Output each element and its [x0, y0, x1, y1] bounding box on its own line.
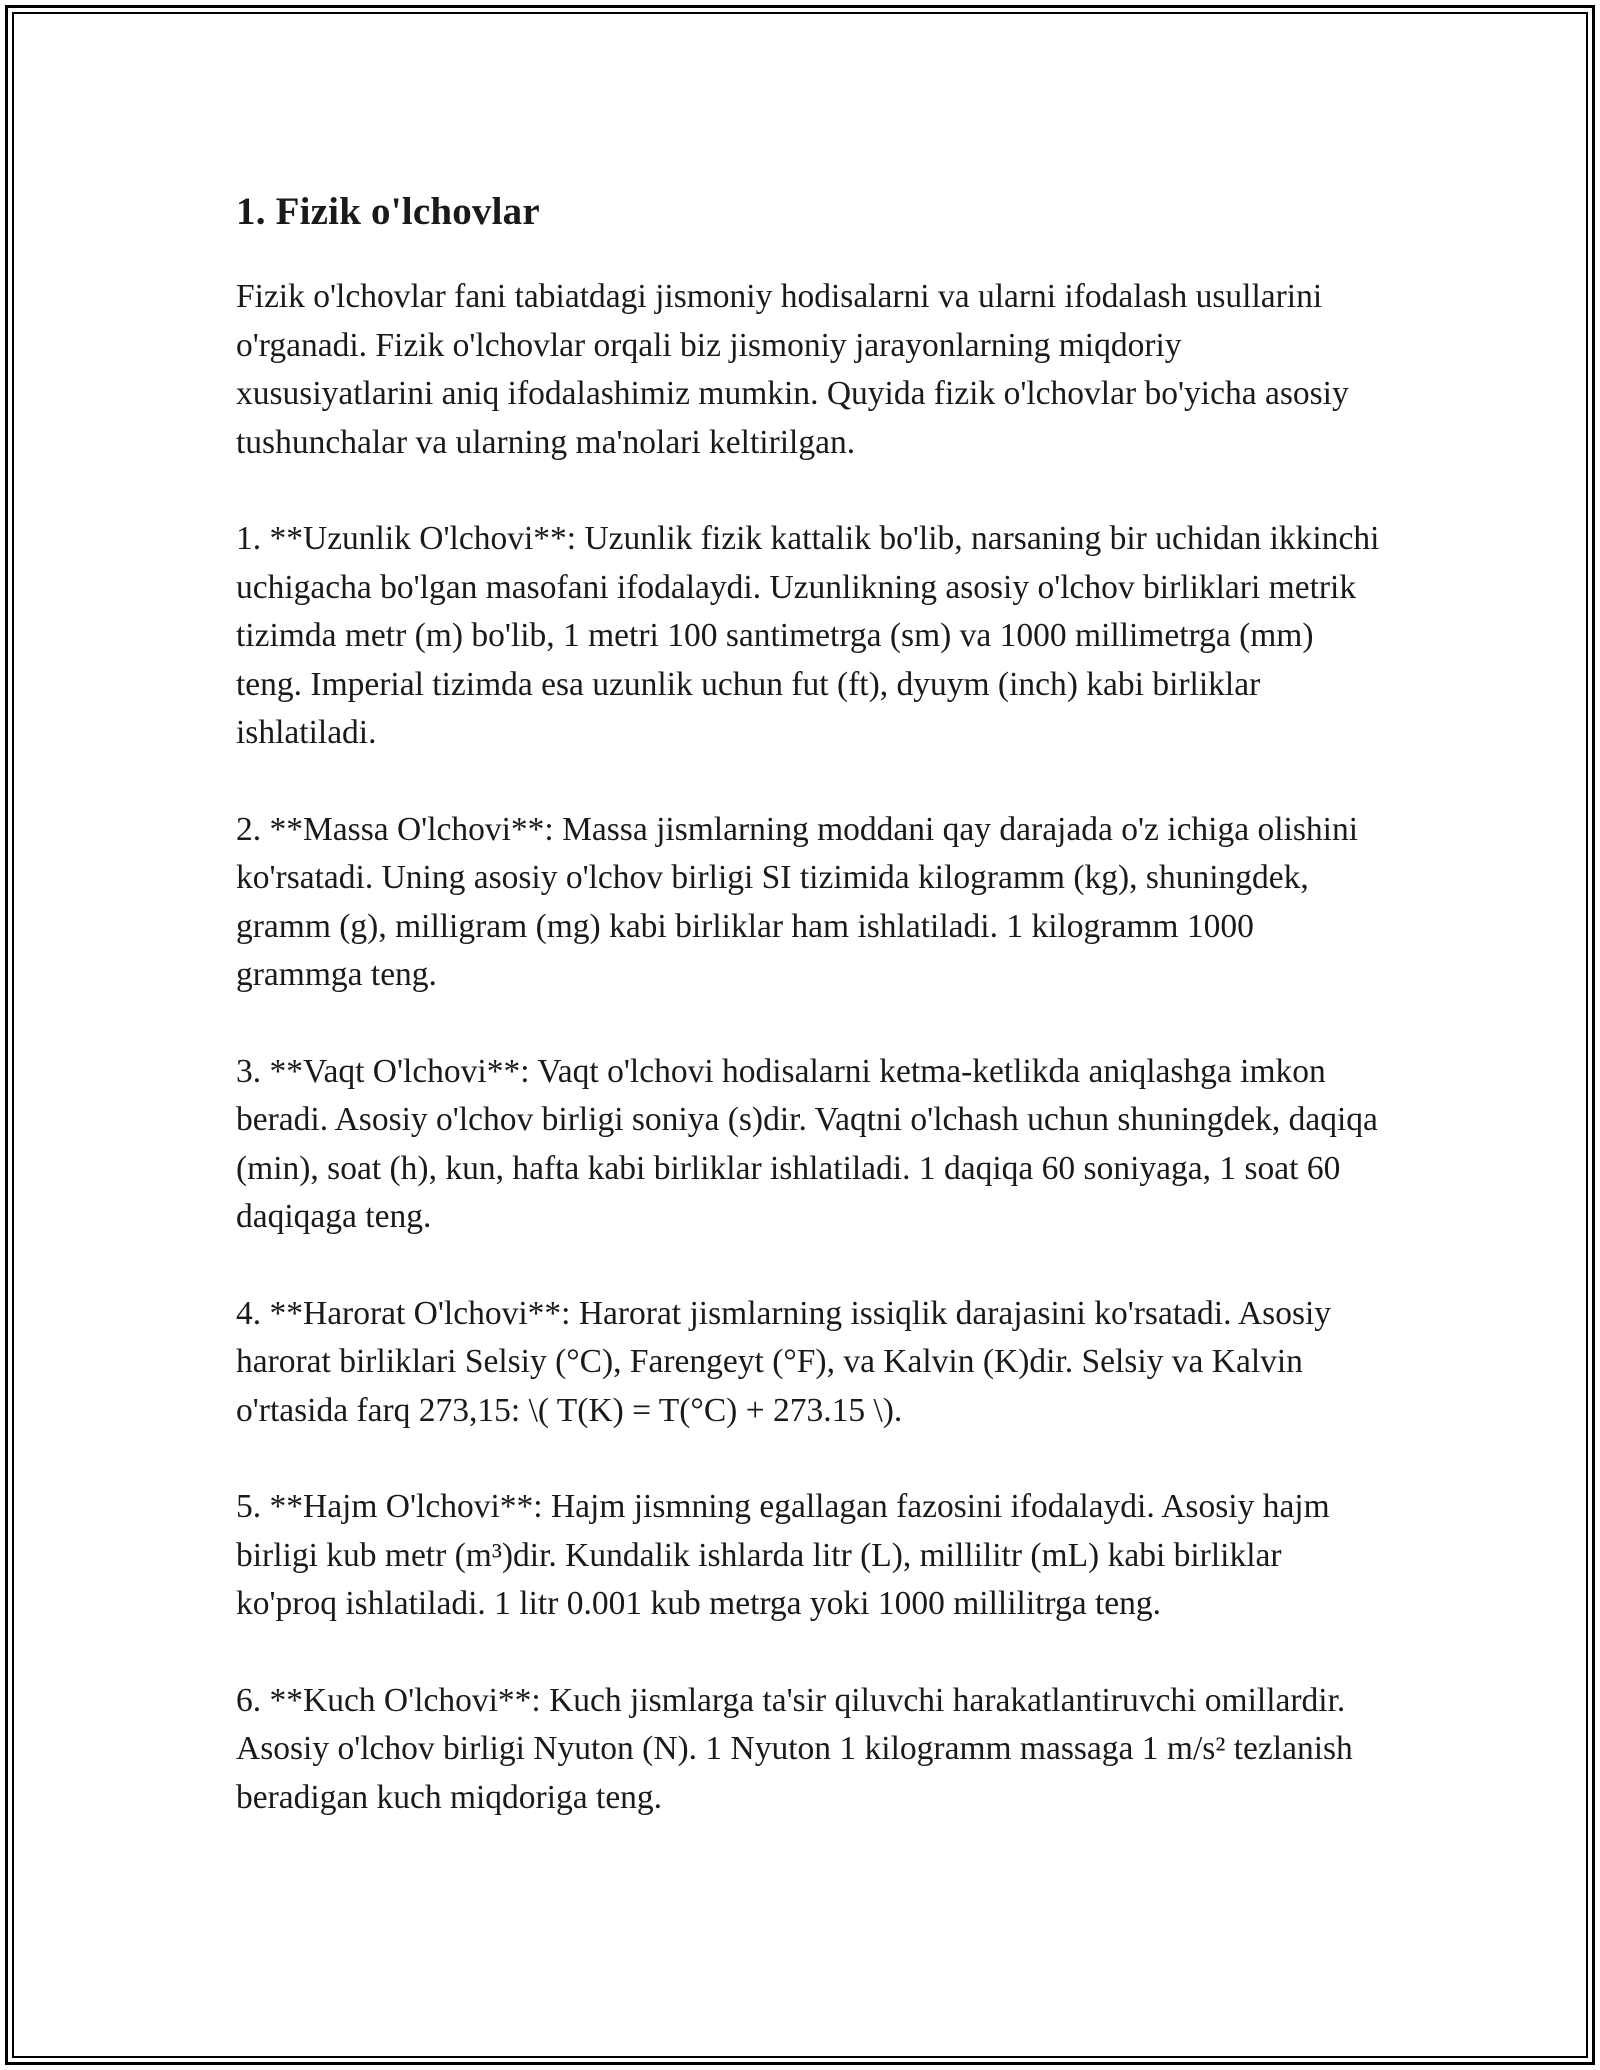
temperature-measurement-paragraph: 4. **Harorat O'lchovi**: Harorat jismlarning issiqlik darajasini ko'rsatadi. Asosiy harorat birliklari Selsiy (°C), Farengeyt (°F), va Kalvin (K)dir. Selsiy va Kalvin o'rtasida farq 273,15: \( T(K) = T(°C) + 273.15 \).	[236, 1294, 1332, 1429]
intro-paragraph: Fizik o'lchovlar fani tabiatdagi jismoniy hodisalarni va ularni ifodalash usullarini o'rganadi. Fizik o'lchovlar orqali biz jismoniy jarayonlarning miqdoriy xususiyatlarini aniq ifodalashimiz mumkin. Quyida fizik o'lchovlar bo'yicha asosiy tushunchalar va ularning ma'nolari keltirilgan.	[236, 278, 1349, 461]
document-body	[236, 186, 1386, 1870]
volume-measurement-paragraph: 5. **Hajm O'lchovi**: Hajm jismning egallagan fazosini ifodalaydi. Asosiy hajm birligi kub metr (m³)dir. Kundalik ishlarda litr (L), millilitr (mL) kabi birliklar ko'proq ishlatiladi. 1 litr 0.001 kub metrga yoki 1000 millilitrga teng.	[236, 1488, 1330, 1622]
force-measurement-paragraph: 6. **Kuch O'lchovi**: Kuch jismlarga ta'sir qiluvchi harakatlantiruvchi omillardir. Asosiy o'lchov birligi Nyuton (N). 1 Nyuton 1 kilogramm massaga 1 m/s² tezlanish beradigan kuch miqdoriga teng.	[236, 1681, 1353, 1816]
time-measurement-paragraph: 3. **Vaqt O'lchovi**: Vaqt o'lchovi hodisalarni ketma-ketlikda aniqlashga imkon beradi. Asosiy o'lchov birligi soniya (s)dir. Vaqtni o'lchash uchun shuningdek, daqiqa (min), soat (h), kun, hafta kabi birliklar ishlatiladi. 1 daqiqa 60 soniyaga, 1 soat 60 daqiqaga teng.	[236, 1052, 1378, 1235]
mass-measurement-paragraph: 2. **Massa O'lchovi**: Massa jismlarning moddani qay darajada o'z ichiga olishini ko'rsatadi. Uning asosiy o'lchov birligi SI tizimida kilogramm (kg), shuningdek, gramm (g), milligram (mg) kabi birliklar ham ishlatiladi. 1 kilogramm 1000 grammga teng.	[236, 810, 1359, 993]
length-measurement-paragraph: 1. **Uzunlik O'lchovi**: Uzunlik fizik kattalik bo'lib, narsaning bir uchidan ikkinchi uchigacha bo'lgan masofani ifodalaydi. Uzunlikning asosiy o'lchov birliklari metrik tizimda metr (m) bo'lib, 1 metri 100 santimetrga (sm) va 1000 millimetrga (mm) teng. Imperial tizimda esa uzunlik uchun fut (ft), dyuym (inch) kabi birliklar ishlatiladi.	[236, 520, 1380, 751]
section-title: 1. Fizik o'lchovlar	[236, 190, 540, 233]
